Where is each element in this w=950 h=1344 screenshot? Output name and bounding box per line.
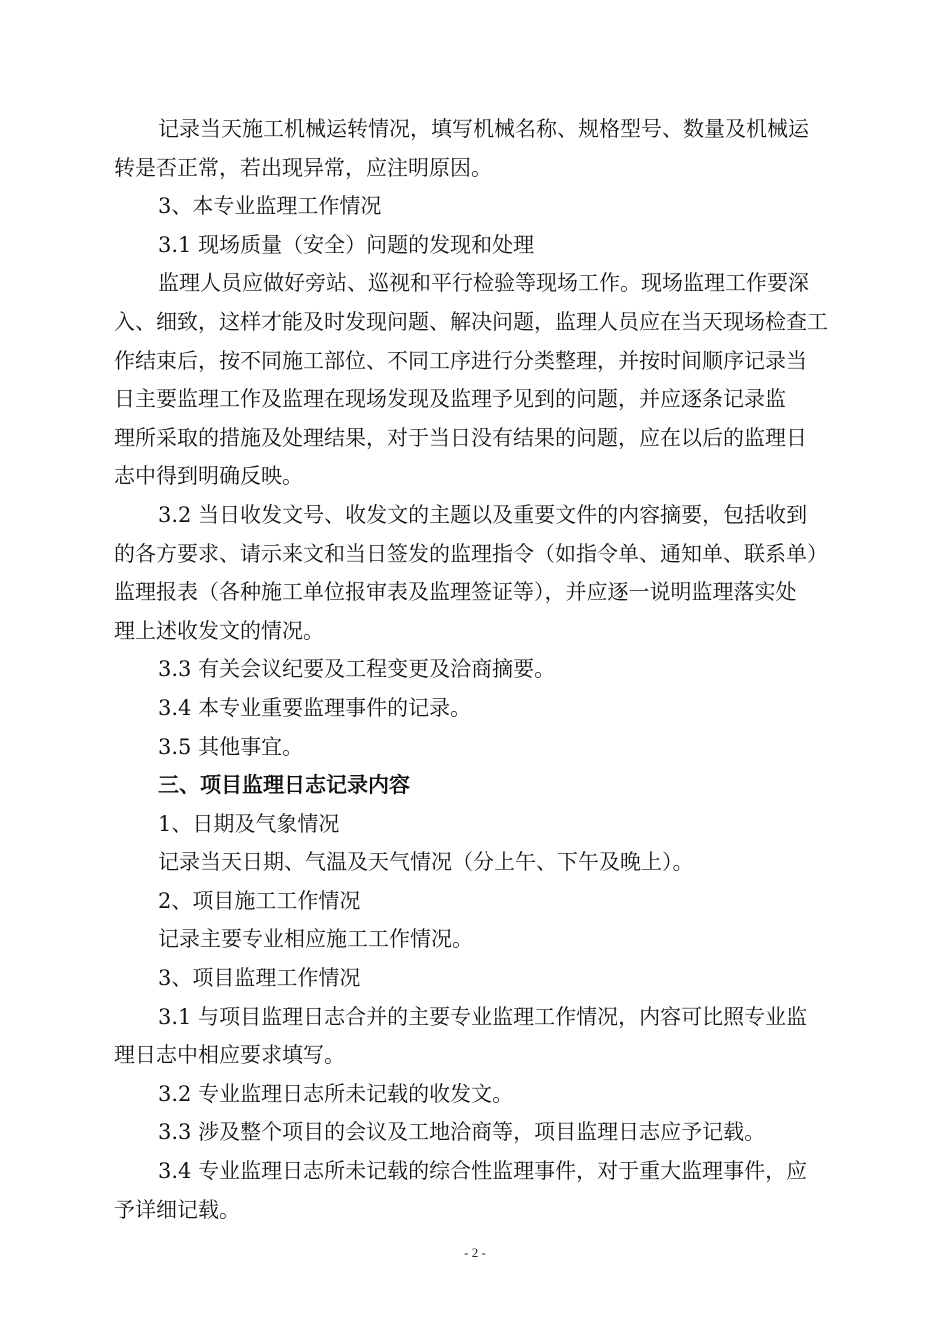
- paragraph-line: 3.1 与项目监理日志合并的主要专业监理工作情况，内容可比照专业监: [158, 1004, 808, 1029]
- list-item: 3.3 有关会议纪要及工程变更及洽商摘要。: [158, 657, 556, 682]
- paragraph-line: 日主要监理工作及监理在现场发现及监理予见到的问题，并应逐条记录监: [114, 387, 786, 412]
- subsection-heading: 3.1 现场质量（安全）问题的发现和处理: [158, 232, 535, 257]
- paragraph-line: 入、细致，这样才能及时发现问题、解决问题，监理人员应在当天现场检查工: [114, 309, 828, 334]
- paragraph-line: 3.4 专业监理日志所未记载的综合性监理事件，对于重大监理事件，应: [158, 1159, 808, 1184]
- paragraph-line: 的各方要求、请示来文和当日签发的监理指令（如指令单、通知单、联系单）: [114, 541, 828, 566]
- paragraph-line: 记录当天施工机械运转情况，填写机械名称、规格型号、数量及机械运: [158, 117, 809, 141]
- section-heading: 3、项目监理工作情况: [158, 966, 361, 991]
- paragraph-line: 记录当天日期、气温及天气情况（分上午、下午及晚上）。: [158, 850, 694, 875]
- paragraph-line: 理上述收发文的情况。: [114, 618, 324, 643]
- paragraph-line: 理所采取的措施及处理结果，对于当日没有结果的问题，应在以后的监理日: [114, 425, 807, 450]
- section-heading: 1、日期及气象情况: [158, 811, 340, 836]
- document-body: [114, 110, 838, 1229]
- paragraph-line: 理日志中相应要求填写。: [114, 1043, 345, 1068]
- paragraph-line: 作结束后，按不同施工部位、不同工序进行分类整理，并按时间顺序记录当: [114, 348, 807, 373]
- paragraph-line: 监理报表（各种施工单位报审表及监理签证等），并应逐一说明监理落实处: [114, 580, 797, 605]
- paragraph-line: 志中得到明确反映。: [114, 464, 303, 489]
- list-item: 3.2 专业监理日志所未记载的收发文。: [158, 1081, 514, 1106]
- paragraph-line: 予详细记载。: [114, 1197, 240, 1222]
- page-number: - 2 -: [464, 1245, 486, 1260]
- section-heading: 2、项目施工工作情况: [158, 888, 361, 913]
- paragraph-line: 转是否正常，若出现异常，应注明原因。: [114, 155, 492, 180]
- list-item: 3.5 其他事宜。: [158, 734, 304, 759]
- paragraph-line: 监理人员应做好旁站、巡视和平行检验等现场工作。现场监理工作要深: [158, 271, 809, 296]
- paragraph-line: 3.2 当日收发文号、收发文的主题以及重要文件的内容摘要，包括收到: [158, 502, 808, 527]
- paragraph-line: 记录主要专业相应施工工作情况。: [158, 927, 473, 952]
- section-heading: 3、本专业监理工作情况: [158, 194, 382, 219]
- list-item: 3.4 本专业重要监理事件的记录。: [158, 695, 472, 720]
- list-item: 3.3 涉及整个项目的会议及工地洽商等，项目监理日志应予记载。: [158, 1120, 766, 1145]
- chapter-heading: 三、项目监理日志记录内容: [158, 773, 410, 798]
